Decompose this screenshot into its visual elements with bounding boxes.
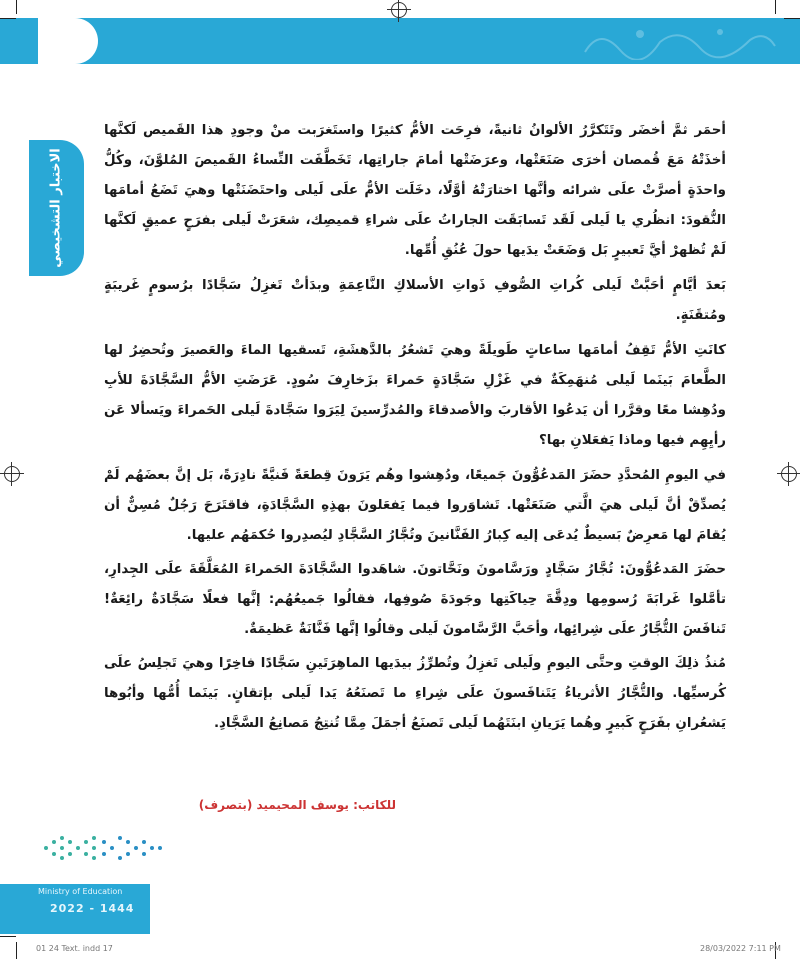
crop-mark bbox=[0, 936, 16, 937]
header-notch bbox=[38, 18, 98, 64]
story-paragraph: كانَتِ الأمُّ تَقِفُ أمامَها ساعاتٍ طَويلَةً وهيَ تَشعُرُ بالدَّهشَةِ، تَسقيها الماءَ والعَصيرَ وتُحضِرُ لها الطَّعامَ بَينَما لَيلى مُنهَمِكَةٌ في غَزْلِ سَجَّادَةٍ حَمراءَ بزَخارِفَ سُودٍ. عَرَضَتِ الأمُّ السَّجَّادَةَ للأبِ ودُهِشا معًا وقرَّرا أن يَدعُوا الأقاربَ والأصدقاءَ والمُدرِّسينَ لِيَرَوا سَجَّادةَ لَيلى الحَمراءَ ويَسألا عَن رأيِهِم فيها وماذا يَفعَلانِ بها؟ bbox=[104, 343, 726, 448]
ministry-name-english: Ministry of Education bbox=[38, 887, 123, 896]
registration-mark-icon bbox=[781, 466, 797, 482]
ministry-name: وزارة التعليم bbox=[38, 870, 115, 884]
crop-mark bbox=[16, 942, 17, 959]
crop-mark bbox=[784, 18, 800, 19]
story-text bbox=[104, 116, 726, 739]
crop-mark bbox=[0, 18, 16, 19]
story-paragraph: في اليومِ المُحدَّدِ حضَرَ المَدعُوُّونَ جَميعًا، ودُهِشوا وهُم يَرَونَ قِطعَةً فَنيَّةً نادِرَةً، بَل إنَّ بعضَهُم لَمْ يُصدِّقْ أنَّ لَيلى هيَ الَّتي صَنَعَتْها. تَشاوَروا فيما يَفعَلونَ بهذِهِ السَّجَّادَةِ، فاقتَرَحَ رَجُلٌ مُسِنٌّ أن يُقامَ لها مَعرِضٌ بَسيطٌ يُدعَى إليه كِبارُ الفَنَّانينَ وتُجَّارُ السَّجَّادِ ليُصدِروا حُكمَهُم عليها. bbox=[104, 468, 726, 543]
header-calligraphy-pattern bbox=[580, 22, 780, 60]
story-paragraph: مُنذُ ذلِكَ الوقتِ وحتَّى اليومِ ولَيلى تَغزِلُ وتُطرِّزُ بيدَيها الماهِرَتَينِ سَجَّادًا فاخِرًا وهيَ تَجلِسُ علَى كُرسيِّها. والتُّجَّارُ الأثرياءُ يَتَنافَسونَ علَى شِراءِ ما تَصنَعُهُ يَدا لَيلى بإتقانٍ. بَينَما أُمُّها وأبُوها يَشعُرانِ بفَرَحٍ كَبيرٍ وهُما يَرَيانِ ابنَتَهُما لَيلى تَصنَعُ أجمَلَ مِمَّا تُنتِجُ مَصانِعُ السَّجَّادِ. bbox=[104, 656, 726, 731]
registration-mark-icon bbox=[391, 2, 407, 18]
story-paragraph: بَعدَ أيَّامٍ أحَبَّتْ لَيلى كُراتِ الصُّوفِ ذَواتِ الأسلاكِ النَّاعِمَةِ وبدَأتْ تَغزِلُ سَجَّادًا برُسومٍ غَريبَةٍ ومُتقَنَةٍ. bbox=[104, 278, 726, 323]
print-slug-date: 28/03/2022 7:11 PM bbox=[700, 944, 781, 953]
print-slug-file: 01 24 Text. indd 17 bbox=[36, 944, 113, 953]
story-paragraph: أحمَر ثمَّ أخضَر وتَتَكرَّرُ الألوانُ ثانيةً، فرِحَت الأمُّ كثيرًا واستَغرَبت منْ وجودِ هذا القَميص لَكنَّها أخذَتْهُ مَعَ قُمصان أخرَى صَنَعَتْها، وعرَضَتْها أمامَ جاراتِها، تَخَطَّفَت النِّساءُ القَميصَ المُلوَّنَ، وكُلُّ واحدَةٍ أصرَّتْ علَى شرائه وأنَّها اختارَتْهُ أوَّلًا، دخَلَت الأمُّ علَى لَيلى واحتَضَنَتْها وهيَ تَضَعُ أمامَها النُّقودَ: انظُري يا لَيلى لَقَد تَسابَقَت الجاراتُ علَى شراءِ قميصِك، شعَرَتْ لَيلى بفرَحٍ عميقٍ لَكنَّها لَمْ تُظهرْ أيَّ تَعبيرٍ بَل وَضَعَتْ يدَيها حولَ عُنُقِ أُمِّها. bbox=[104, 123, 726, 258]
registration-mark-icon bbox=[4, 466, 20, 482]
author-attribution: للكاتب: يوسف المحيميد (بتصرف) bbox=[198, 798, 396, 812]
edition-year: 2022 - 1444 bbox=[50, 902, 135, 915]
story-paragraph: حضَرَ المَدعُوُّونَ: تُجَّارُ سَجَّادٍ ورَسَّامونَ ونَحَّاتونَ. شاهَدوا السَّجَّادَةَ الحَمراءَ المُعَلَّقَةَ علَى الجِدارِ، تأمَّلوا غَرابَةَ رُسومِها ودِقَّةَ حِياكَتِها وجَودَةَ صُوفِها، فقالُوا جَميعُهُم: إنَّها فعلًا سَجَّادَةٌ رائِعَةٌ! تَنافَسَ التُّجَّارُ علَى شِرائِها، وأحَبَّ الرَّسَّامونَ لَيلى وقالُوا إنَّها فَنَّانَةٌ عَظيمَةٌ. bbox=[104, 562, 726, 637]
crop-mark bbox=[775, 0, 776, 14]
side-tab-label: الاختبار التشخيصي bbox=[48, 148, 64, 268]
ministry-logo-icon bbox=[38, 832, 168, 864]
crop-mark bbox=[16, 0, 17, 14]
